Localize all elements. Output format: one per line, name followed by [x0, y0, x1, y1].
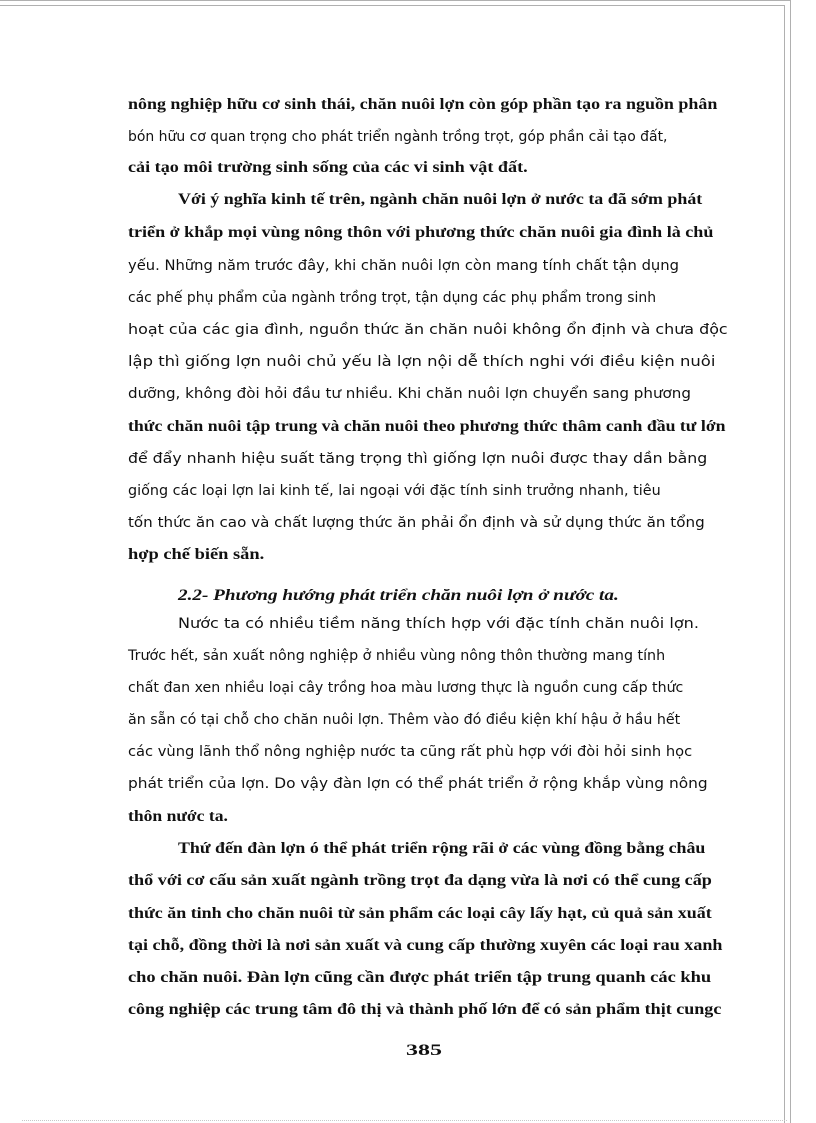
text-line: thôn nước ta. — [128, 808, 228, 825]
text-line: triển ở khắp mọi vùng nông thôn với phương thức chăn nuôi gia đình là chủ — [128, 224, 714, 241]
text-line: chất đan xen nhiều loại cây trồng hoa màu lương thực là nguồn cung cấp thức — [128, 680, 684, 696]
text-line: ăn sẵn có tại chỗ cho chăn nuôi lợn. Thêm vào đó điều kiện khí hậu ở hầu hết — [128, 712, 681, 728]
text-line: giống các loại lợn lai kinh tế, lai ngoại với đặc tính sinh trưởng nhanh, tiêu — [128, 483, 661, 499]
text-line: phát triển của lợn. Do vậy đàn lợn có thể phát triển ở rộng khắp vùng nông — [128, 776, 708, 792]
text-line: bón hữu cơ quan trọng cho phát triển ngành trồng trọt, góp phần cải tạo đất, — [128, 129, 668, 145]
text-line: thức chăn nuôi tập trung và chăn nuôi theo phương thức thâm canh đầu tư lớn — [128, 418, 726, 435]
text-line: nông nghiệp hữu cơ sinh thái, chăn nuôi lợn còn góp phần tạo ra nguồn phân — [128, 96, 718, 113]
page-border-bottom — [22, 1120, 787, 1121]
text-line: Với ý nghĩa kinh tế trên, ngành chăn nuôi lợn ở nước ta đã sớm phát — [178, 191, 703, 208]
text-line: Thứ đến đàn lợn ó thể phát triển rộng rãi ở các vùng đồng bằng châu — [178, 840, 706, 857]
text-line: công nghiệp các trung tâm đô thị và thành phố lớn để có sản phẩm thịt cungc — [128, 1001, 722, 1018]
text-line: hoạt của các gia đình, nguồn thức ăn chăn nuôi không ổn định và chưa độc — [128, 322, 728, 338]
text-line: dưỡng, không đòi hỏi đầu tư nhiều. Khi chăn nuôi lợn chuyển sang phương — [128, 386, 691, 402]
text-line: thức ăn tinh cho chăn nuôi từ sản phẩm các loại cây lấy hạt, củ quả sản xuất — [128, 905, 712, 922]
text-line: hợp chế biến sẵn. — [128, 546, 265, 563]
page-number: 385 — [406, 1042, 442, 1059]
section-heading: 2.2- Phương hướng phát triển chăn nuôi lợn ở nước ta. — [178, 587, 619, 604]
text-line: Trước hết, sản xuất nông nghiệp ở nhiều vùng nông thôn thường mang tính — [128, 648, 666, 664]
text-line: các vùng lãnh thổ nông nghiệp nước ta cũng rất phù hợp với đòi hỏi sinh học — [128, 744, 693, 760]
text-line: yếu. Những năm trước đây, khi chăn nuôi lợn còn mang tính chất tận dụng — [128, 258, 679, 274]
text-line: thổ với cơ cấu sản xuất ngành trồng trọt đa dạng vừa là nơi có thể cung cấp — [128, 872, 712, 889]
text-line: Nước ta có nhiều tiềm năng thích hợp với đặc tính chăn nuôi lợn. — [178, 616, 699, 632]
text-line: lập thì giống lợn nuôi chủ yếu là lợn nội dễ thích nghi với điều kiện nuôi — [128, 354, 716, 370]
text-line: để đẩy nhanh hiệu suất tăng trọng thì giống lợn nuôi được thay dần bằng — [128, 451, 708, 467]
text-line: tại chỗ, đồng thời là nơi sản xuất và cung cấp thường xuyên các loại rau xanh — [128, 937, 723, 954]
text-line: tốn thức ăn cao và chất lượng thức ăn phải ổn định và sử dụng thức ăn tổng — [128, 515, 705, 531]
text-line: cho chăn nuôi. Đàn lợn cũng cần được phát triển tập trung quanh các khu — [128, 969, 712, 986]
text-line: các phế phụ phẩm của ngành trồng trọt, tận dụng các phụ phẩm trong sinh — [128, 290, 657, 306]
text-line: cải tạo môi trường sinh sống của các vi sinh vật đất. — [128, 159, 528, 176]
